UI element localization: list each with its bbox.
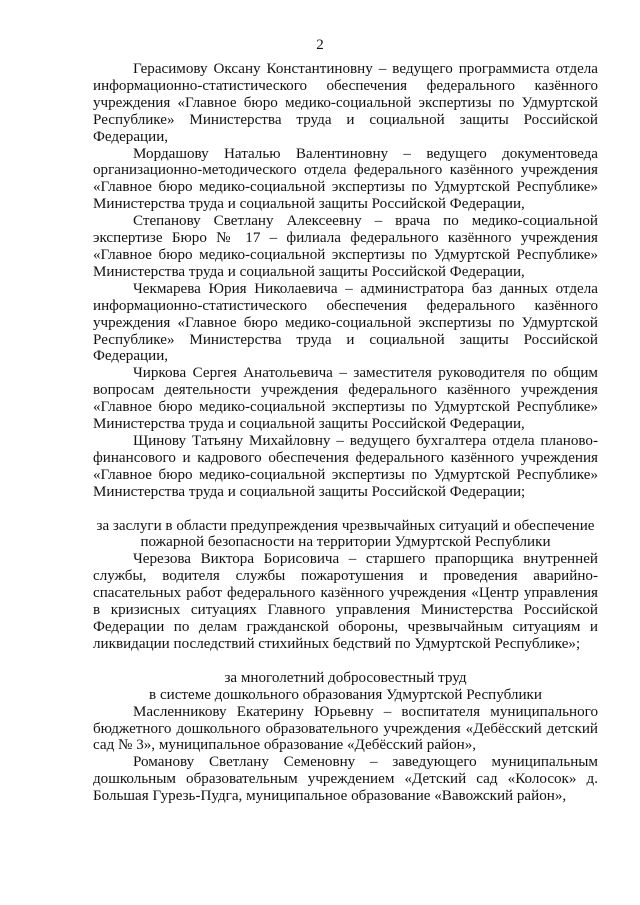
- section-heading-line: за многолетний добросовестный труд: [224, 669, 467, 686]
- award-paragraph-shchinova: Щинову Татьяну Михайловну – ведущего бухгалтера отдела планово-финансового и кадрового обеспечения федерального казённого учреждения «Главное бюро медико-социальной экспертизы по Удмуртской Республике» Министерства труда и социальной защиты Российской Федерации;: [93, 432, 598, 500]
- section-spacer: [93, 501, 598, 518]
- section-heading-line: пожарной безопасности на территории Удмуртской Республики: [140, 534, 551, 551]
- section-heading-line: в системе дошкольного образования Удмуртской Республики: [149, 686, 542, 703]
- section-heading-preschool: [93, 670, 598, 704]
- section-heading-emergency: [93, 518, 598, 552]
- section-heading-line: за заслуги в области предупреждения чрезвычайных ситуаций и обеспечение: [96, 517, 595, 534]
- award-paragraph-maslennikova: Масленникову Екатерину Юрьевну – воспитателя муниципального бюджетного дошкольного образовательного учреждения «Дебёсский детский сад № 3», муниципальное образование «Дебёсский район»,: [93, 703, 598, 754]
- award-paragraph-cherezov: Черезова Виктора Борисовича – старшего прапорщика внутренней службы, водителя службы пожаротушения и проведения аварийно-спасательных работ федерального казённого учреждения «Центр управления в кризисных ситуациях Главного управления Министерства Российской Федерации по делам гражданской обороны, чрезвычайным ситуациям и ликвидации последствий стихийных бедствий по Удмуртской Республике»;: [93, 551, 598, 652]
- award-paragraph-gerasimova: Герасимову Оксану Константиновну – ведущего программиста отдела информационно-статистического обеспечения федерального казённого учреждения «Главное бюро медико-социальной экспертизы по Удмуртской Республике» Министерства труда и социальной защиты Российской Федерации,: [93, 61, 598, 145]
- award-paragraph-stepanova: Степанову Светлану Алексеевну – врача по медико-социальной экспертизе Бюро № 17 – филиала федерального казённого учреждения «Главное бюро медико-социальной экспертизы по Удмуртской Республике» Министерства труда и социальной защиты Российской Федерации,: [93, 213, 598, 280]
- award-paragraph-chirkov: Чиркова Сергея Анатольевича – заместителя руководителя по общим вопросам деятельности учреждения федерального казённого учреждения «Главное бюро медико-социальной экспертизы по Удмуртской Республике» Министерства труда и социальной защиты Российской Федерации,: [93, 365, 598, 433]
- award-paragraph-mordashova: Мордашову Наталью Валентиновну – ведущего документоведа организационно-методического отдела федерального казённого учреждения «Главное бюро медико-социальной экспертизы по Удмуртской Республике» Министерства труда и социальной защиты Российской Федерации,: [93, 145, 598, 213]
- page-number: 2: [316, 37, 324, 53]
- award-paragraph-romanova: Романову Светлану Семеновну – заведующего муниципальным дошкольным образовательным учреждением «Детский сад «Колосок» д. Большая Гурезь-Пудга, муниципальное образование «Вавожский район»,: [93, 754, 598, 805]
- document-body: [93, 61, 598, 805]
- award-paragraph-chekmarev: Чекмарева Юрия Николаевича – администратора баз данных отдела информационно-статистического обеспечения федерального казённого учреждения «Главное бюро медико-социальной экспертизы по Удмуртской Республике» Министерства труда и социальной защиты Российской Федерации,: [93, 280, 598, 365]
- section-spacer: [93, 653, 598, 670]
